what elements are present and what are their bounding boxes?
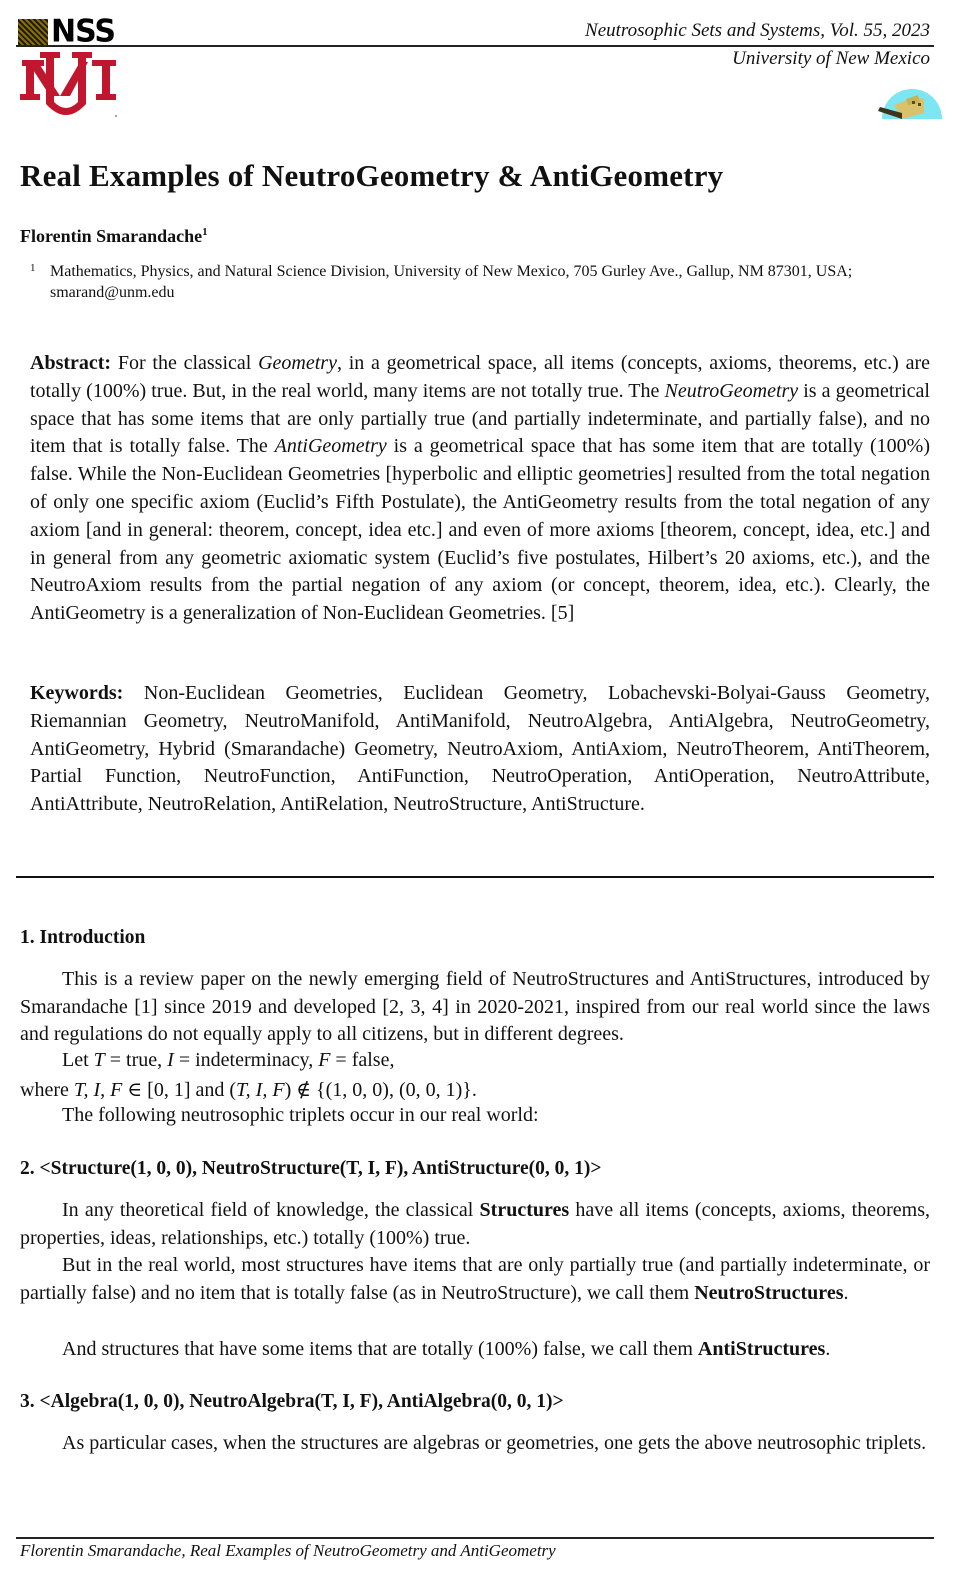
abstract-text: is a geometrical space that has some items that are only partially true (and partially indeterminate, and partially false), and no item that is totally false. The xyxy=(30,379,930,458)
triplets-intro: The following neutrosophic triplets occur in our real world: xyxy=(62,1104,539,1126)
keywords-label: Keywords: xyxy=(30,682,124,704)
text: ∈ [0, 1] and ( xyxy=(122,1079,237,1101)
var-f: F xyxy=(318,1049,331,1071)
abstract xyxy=(30,350,930,628)
keywords-text: Non-Euclidean Geometries, Euclidean Geometry, Lobachevski-Bolyai-Gauss Geometry, Riemannian Geometry, NeutroManifold, AntiManifold, NeutroAlgebra, AntiAlgebra, NeutroGeometry, AntiGeometry, Hybrid (Smarandache) Geometry, NeutroAxiom, AntiAxiom, NeutroTheorem, AntiTheorem, Partial Function, NeutroFunction, AntiFunction, NeutroOperation, AntiOperation, NeutroAttribute, AntiAttribute, NeutroRelation, AntiRelation, NeutroStructure, AntiStructure. xyxy=(30,682,930,816)
bold-term: Structures xyxy=(479,1199,570,1221)
section-heading-algebra: 3. <Algebra(1, 0, 0), NeutroAlgebra(T, I, F), AntiAlgebra(0, 0, 1)> xyxy=(20,1391,564,1412)
pueblo-building-icon xyxy=(876,77,942,121)
page-footer: Florentin Smarandache, Real Examples of NeutroGeometry and AntiGeometry xyxy=(20,1541,556,1560)
abstract-text: For the classical xyxy=(111,352,259,374)
keywords xyxy=(30,680,930,819)
var-t: T xyxy=(93,1049,105,1071)
header-divider xyxy=(16,45,934,47)
intro-paragraph xyxy=(20,966,930,1049)
abstract-emph: NeutroGeometry xyxy=(664,379,799,402)
text: = true, xyxy=(104,1049,168,1071)
nss-logo xyxy=(18,13,115,50)
let-definition xyxy=(62,1049,394,1072)
unm-logo-icon xyxy=(16,52,120,122)
abstract-emph: Geometry xyxy=(258,352,337,374)
algebra-paragraph xyxy=(20,1430,930,1458)
bold-term: NeutroStructures xyxy=(694,1281,844,1304)
vars: T, I, F xyxy=(236,1079,285,1101)
text: = false, xyxy=(330,1049,395,1071)
paper-title: Real Examples of NeutroGeometry & AntiGeometry xyxy=(20,158,724,193)
abstract-label: Abstract: xyxy=(30,352,112,374)
affiliation xyxy=(30,261,910,303)
author-sup: 1 xyxy=(202,226,208,238)
author-text: Florentin Smarandache xyxy=(20,226,203,246)
nss-pattern-icon xyxy=(18,19,48,47)
text: Let xyxy=(62,1049,94,1071)
abstract-emph: AntiGeometry xyxy=(274,435,387,458)
section-heading-introduction: 1. Introduction xyxy=(20,927,146,948)
text: As particular cases, when the structures are algebras or geometries, one gets the above neutrosophic triplets. xyxy=(62,1432,927,1454)
text: But in the real world, most structures have items that are only partially true (and partially indeterminate, or partially false) and no item that is totally false (as in NeutroStructure), we call them xyxy=(20,1254,930,1304)
author-name xyxy=(20,226,208,247)
footer-divider xyxy=(16,1537,934,1539)
var-i: I xyxy=(167,1049,174,1071)
vars: T, I, F xyxy=(73,1079,123,1101)
text: And structures that have some items that are totally (100%) false, we call them xyxy=(62,1338,698,1360)
university-name: University of New Mexico xyxy=(732,48,930,69)
affiliation-text: Mathematics, Physics, and Natural Science Division, University of New Mexico, 705 Gurley Ave., Gallup, NM 87301, USA; smarand@unm.edu xyxy=(50,263,853,301)
structure-paragraph-1 xyxy=(20,1197,930,1252)
text: In any theoretical field of knowledge, the classical xyxy=(62,1199,480,1221)
text: . xyxy=(843,1281,849,1304)
journal-name: Neutrosophic Sets and Systems, Vol. 55, 2023 xyxy=(585,20,930,41)
text: . xyxy=(825,1338,831,1360)
text: = indeterminacy, xyxy=(173,1049,319,1071)
text: where xyxy=(20,1079,74,1101)
text: have all items (concepts, axioms, theorems, properties, ideas, relationships, etc.) totally (100%) true. xyxy=(20,1199,930,1249)
where-condition xyxy=(20,1077,477,1102)
abstract-text: is a geometrical space that has some item that are totally (100%) false. While the Non-Euclidean Geometries [hyperbolic and elliptic geometries] resulted from the total negation of only one specific axiom (Euclid’s Fifth Postulate), the AntiGeometry results from the total negation of any axiom [and in general: theorem, concept, idea etc.] and even of more axioms [theorem, concept, idea, etc.] and in general from any geometric axiomatic system (Euclid’s five postulates, Hilbert’s 20 axioms, etc.), and the NeutroAxiom results from the partial negation of any axiom (or concept, theorem, idea, etc.). Clearly, the AntiGeometry is a generalization of Non-Euclidean Geometries. [5] xyxy=(30,435,930,625)
section-heading-structure: 2. <Structure(1, 0, 0), NeutroStructure(T, I, F), AntiStructure(0, 0, 1)> xyxy=(20,1158,602,1179)
structure-paragraph-2 xyxy=(20,1252,930,1307)
nss-logo-text: NSS xyxy=(51,13,115,50)
bold-term: AntiStructures xyxy=(697,1338,826,1360)
section-divider xyxy=(16,876,934,878)
paragraph-text: This is a review paper on the newly emerging field of NeutroStructures and AntiStructures, introduced by Smarandache [1] since 2019 and developed [2, 3, 4] in 2020-2021, inspired from our real world since the laws and regulations do not equally apply to all citizens, but in different degrees. xyxy=(20,968,930,1046)
structure-paragraph-3 xyxy=(20,1336,930,1364)
abstract-text: , in a geometrical space, all items (concepts, axioms, theorems, etc.) are totally (100%) true. But, in the real world, many items are not totally true. The xyxy=(30,352,930,402)
affiliation-number: 1 xyxy=(30,262,36,274)
text: ) ∉ {(1, 0, 0), (0, 0, 1)}. xyxy=(284,1079,477,1101)
